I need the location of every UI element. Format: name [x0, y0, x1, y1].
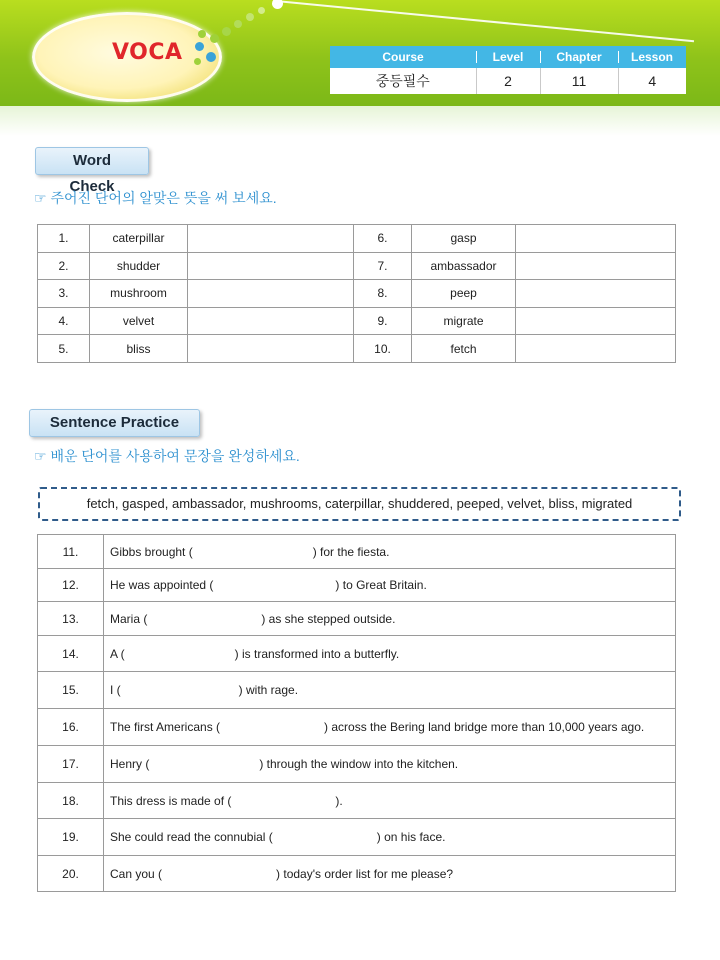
table-row	[38, 535, 676, 569]
sentence-number: 13.	[38, 602, 104, 636]
decorative-dot	[234, 20, 242, 28]
table-row	[38, 602, 676, 636]
sentence-before: I (	[110, 683, 121, 697]
sentence-after: ) is transformed into a butterfly.	[234, 646, 400, 661]
word-term: caterpillar	[90, 225, 188, 253]
meaning-field[interactable]	[516, 280, 676, 308]
sentence-table	[37, 534, 676, 892]
meaning-field[interactable]	[188, 252, 354, 280]
word-number: 6.	[354, 225, 412, 253]
sentence-text	[104, 746, 676, 783]
table-row	[38, 856, 676, 892]
sentence-number: 17.	[38, 746, 104, 783]
sentence-before: Gibbs brought (	[110, 544, 193, 559]
course-header: Course	[330, 46, 476, 68]
decorative-dot	[258, 7, 265, 14]
table-row	[38, 307, 676, 335]
sentence-after: ).	[335, 793, 343, 808]
meaning-field[interactable]	[516, 335, 676, 363]
word-term: migrate	[412, 307, 516, 335]
sentence-text	[104, 602, 676, 636]
word-term: mushroom	[90, 280, 188, 308]
sentence-practice-instruction: ☞ 배운 단어를 사용하여 문장을 완성하세요.	[34, 448, 300, 464]
sentence-number: 18.	[38, 783, 104, 819]
sentence-practice-label: Sentence Practice	[29, 409, 200, 437]
word-number: 2.	[38, 252, 90, 280]
word-term: gasp	[412, 225, 516, 253]
word-number: 3.	[38, 280, 90, 308]
course-info-table	[330, 46, 686, 94]
sentence-before: The first Americans (	[110, 720, 221, 734]
meaning-field[interactable]	[516, 225, 676, 253]
table-row	[38, 672, 676, 709]
sentence-text	[104, 819, 676, 856]
word-number: 9.	[354, 307, 412, 335]
decorative-line	[276, 0, 694, 42]
sentence-text	[104, 636, 676, 672]
header-banner	[0, 0, 720, 106]
word-number: 7.	[354, 252, 412, 280]
sentence-text	[104, 535, 676, 569]
decorative-dot	[194, 58, 201, 65]
chapter-header: Chapter	[540, 46, 618, 68]
meaning-field[interactable]	[188, 335, 354, 363]
decorative-dot	[195, 42, 204, 51]
meaning-field[interactable]	[188, 280, 354, 308]
decorative-dot	[272, 0, 283, 9]
sentence-number: 15.	[38, 672, 104, 709]
logo-text: VOCA	[112, 40, 183, 65]
sentence-before: He was appointed (	[110, 578, 214, 592]
table-row	[38, 569, 676, 602]
level-header: Level	[476, 46, 540, 68]
sentence-before: Henry (	[110, 757, 150, 771]
sentence-after: ) through the window into the kitchen.	[259, 757, 459, 771]
meaning-field[interactable]	[516, 252, 676, 280]
sentence-after: ) on his face.	[376, 830, 446, 844]
sentence-number: 14.	[38, 636, 104, 672]
sentence-after: ) with rage.	[238, 683, 299, 697]
course-value: 중등필수	[330, 68, 476, 94]
word-check-label: Word Check	[35, 147, 149, 175]
word-number: 8.	[354, 280, 412, 308]
sentence-after: ) for the fiesta.	[312, 544, 390, 559]
word-number: 10.	[354, 335, 412, 363]
sentence-before: She could read the connubial (	[110, 830, 273, 844]
sentence-number: 11.	[38, 535, 104, 569]
word-term: fetch	[412, 335, 516, 363]
header-fade	[0, 106, 720, 136]
sentence-before: A (	[110, 646, 125, 661]
sentence-after: ) to Great Britain.	[335, 578, 427, 592]
sentence-before: This dress is made of (	[110, 793, 232, 808]
sentence-after: ) across the Bering land bridge more than 10,000 years ago.	[324, 720, 645, 734]
decorative-dot	[222, 27, 231, 36]
lesson-value: 4	[618, 68, 686, 94]
word-number: 5.	[38, 335, 90, 363]
sentence-number: 16.	[38, 709, 104, 746]
sentence-after: ) today's order list for me please?	[276, 866, 454, 881]
meaning-field[interactable]	[516, 307, 676, 335]
sentence-text	[104, 783, 676, 819]
word-check-instruction: ☞ 주어진 단어의 알맞은 뜻을 써 보세요.	[34, 190, 277, 206]
word-term: velvet	[90, 307, 188, 335]
word-term: shudder	[90, 252, 188, 280]
sentence-number: 12.	[38, 569, 104, 602]
sentence-text	[104, 672, 676, 709]
decorative-dot	[206, 52, 216, 62]
sentence-text	[104, 856, 676, 892]
sentence-before: Can you (	[110, 866, 163, 881]
decorative-dot	[210, 34, 219, 43]
table-row	[38, 746, 676, 783]
table-row	[38, 636, 676, 672]
word-term: peep	[412, 280, 516, 308]
word-term: ambassador	[412, 252, 516, 280]
meaning-field[interactable]	[188, 307, 354, 335]
word-check-table	[37, 224, 676, 363]
sentence-number: 20.	[38, 856, 104, 892]
table-row	[38, 783, 676, 819]
sentence-before: Maria (	[110, 611, 148, 626]
chapter-value: 11	[540, 68, 618, 94]
lesson-header: Lesson	[618, 46, 686, 68]
word-number: 1.	[38, 225, 90, 253]
word-bank: fetch, gasped, ambassador, mushrooms, caterpillar, shuddered, peeped, velvet, bliss, migrated	[38, 487, 681, 521]
sentence-text	[104, 569, 676, 602]
decorative-dot	[246, 13, 254, 21]
table-row	[38, 819, 676, 856]
decorative-dot	[198, 30, 206, 38]
table-row	[38, 335, 676, 363]
sentence-text	[104, 709, 676, 746]
level-value: 2	[476, 68, 540, 94]
sentence-after: ) as she stepped outside.	[261, 611, 396, 626]
table-row	[38, 252, 676, 280]
meaning-field[interactable]	[188, 225, 354, 253]
sentence-number: 19.	[38, 819, 104, 856]
table-row	[38, 280, 676, 308]
table-row	[38, 709, 676, 746]
word-number: 4.	[38, 307, 90, 335]
word-term: bliss	[90, 335, 188, 363]
table-row	[38, 225, 676, 253]
